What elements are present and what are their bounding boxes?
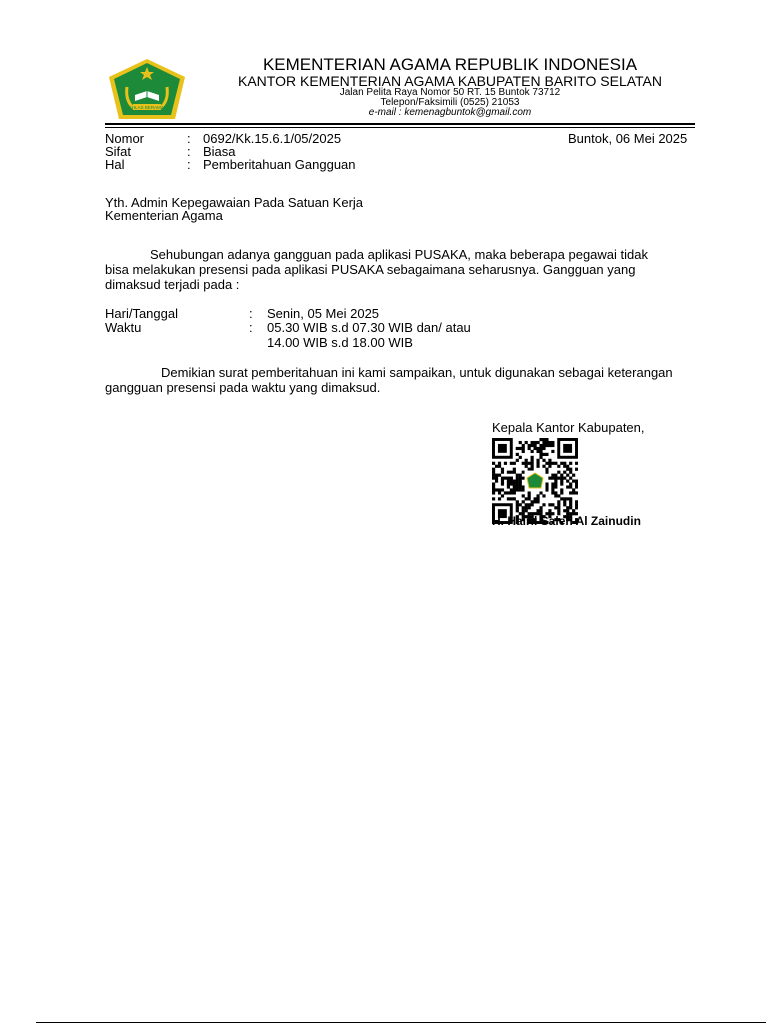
office-address: Jalan Pelita Raya Nomor 50 RT. 15 Buntok 73712 bbox=[339, 87, 561, 98]
sifat-value: Biasa bbox=[203, 144, 236, 159]
body-para2-line1: Demikian surat pemberitahuan ini kami sampaikan, untuk digunakan sebagai keterangan bbox=[161, 365, 673, 380]
hal-value: Pemberitahuan Gangguan bbox=[203, 157, 356, 172]
nomor-value: 0692/Kk.15.6.1/05/2025 bbox=[203, 131, 342, 146]
office-phone: Telepon/Faksimili (0525) 21053 bbox=[380, 97, 520, 108]
recipient-line-2: Kementerian Agama bbox=[105, 208, 223, 223]
recipient-line-1: Yth. Admin Kepegawaian Pada Satuan Kerja bbox=[105, 195, 364, 210]
kemenag-emblem-icon bbox=[105, 57, 189, 121]
signature-title: Kepala Kantor Kabupaten, bbox=[492, 420, 645, 435]
sifat-label: Sifat bbox=[105, 144, 132, 159]
hal-label: Hal bbox=[105, 157, 125, 172]
qr-code-icon bbox=[492, 438, 578, 524]
letterhead-rule-thick bbox=[105, 123, 695, 125]
nomor-separator: : bbox=[187, 131, 191, 146]
time-label: Waktu bbox=[105, 320, 142, 335]
time-value-2: 14.00 WIB s.d 18.00 WIB bbox=[267, 335, 413, 350]
day-separator: : bbox=[249, 306, 253, 321]
time-separator: : bbox=[249, 320, 253, 335]
time-value-1: 05.30 WIB s.d 07.30 WIB dan/ atau bbox=[267, 320, 471, 335]
body-para1-line1: Sehubungan adanya gangguan pada aplikasi PUSAKA, maka beberapa pegawai tidak bbox=[150, 247, 648, 262]
day-label: Hari/Tanggal bbox=[105, 306, 178, 321]
sifat-separator: : bbox=[187, 144, 191, 159]
day-value: Senin, 05 Mei 2025 bbox=[267, 306, 380, 321]
signatory-name: H. Hairil Saleh Al Zainudin bbox=[492, 514, 641, 528]
body-para2-line2: gangguan presensi pada waktu yang dimaksud. bbox=[105, 380, 381, 395]
office-email: e-mail : kemenagbuntok@gmail.com bbox=[368, 107, 532, 118]
ministry-name: KEMENTERIAN AGAMA REPUBLIK INDONESIA bbox=[262, 55, 638, 74]
svg-text:IKHLAS BERAMAL: IKHLAS BERAMAL bbox=[127, 105, 167, 110]
letterhead-rule-thin bbox=[105, 127, 695, 128]
office-name: KANTOR KEMENTERIAN AGAMA KABUPATEN BARITO SELATAN bbox=[238, 73, 662, 89]
hal-separator: : bbox=[187, 157, 191, 172]
letter-date: Buntok, 06 Mei 2025 bbox=[568, 131, 688, 146]
nomor-label: Nomor bbox=[105, 131, 145, 146]
body-para1-line2: bisa melakukan presensi pada aplikasi PUSAKA sebagaimana seharusnya. Gangguan yang bbox=[105, 262, 636, 277]
page-bottom-rule bbox=[36, 1022, 766, 1023]
body-para1-line3: dimaksud terjadi pada : bbox=[105, 277, 240, 292]
